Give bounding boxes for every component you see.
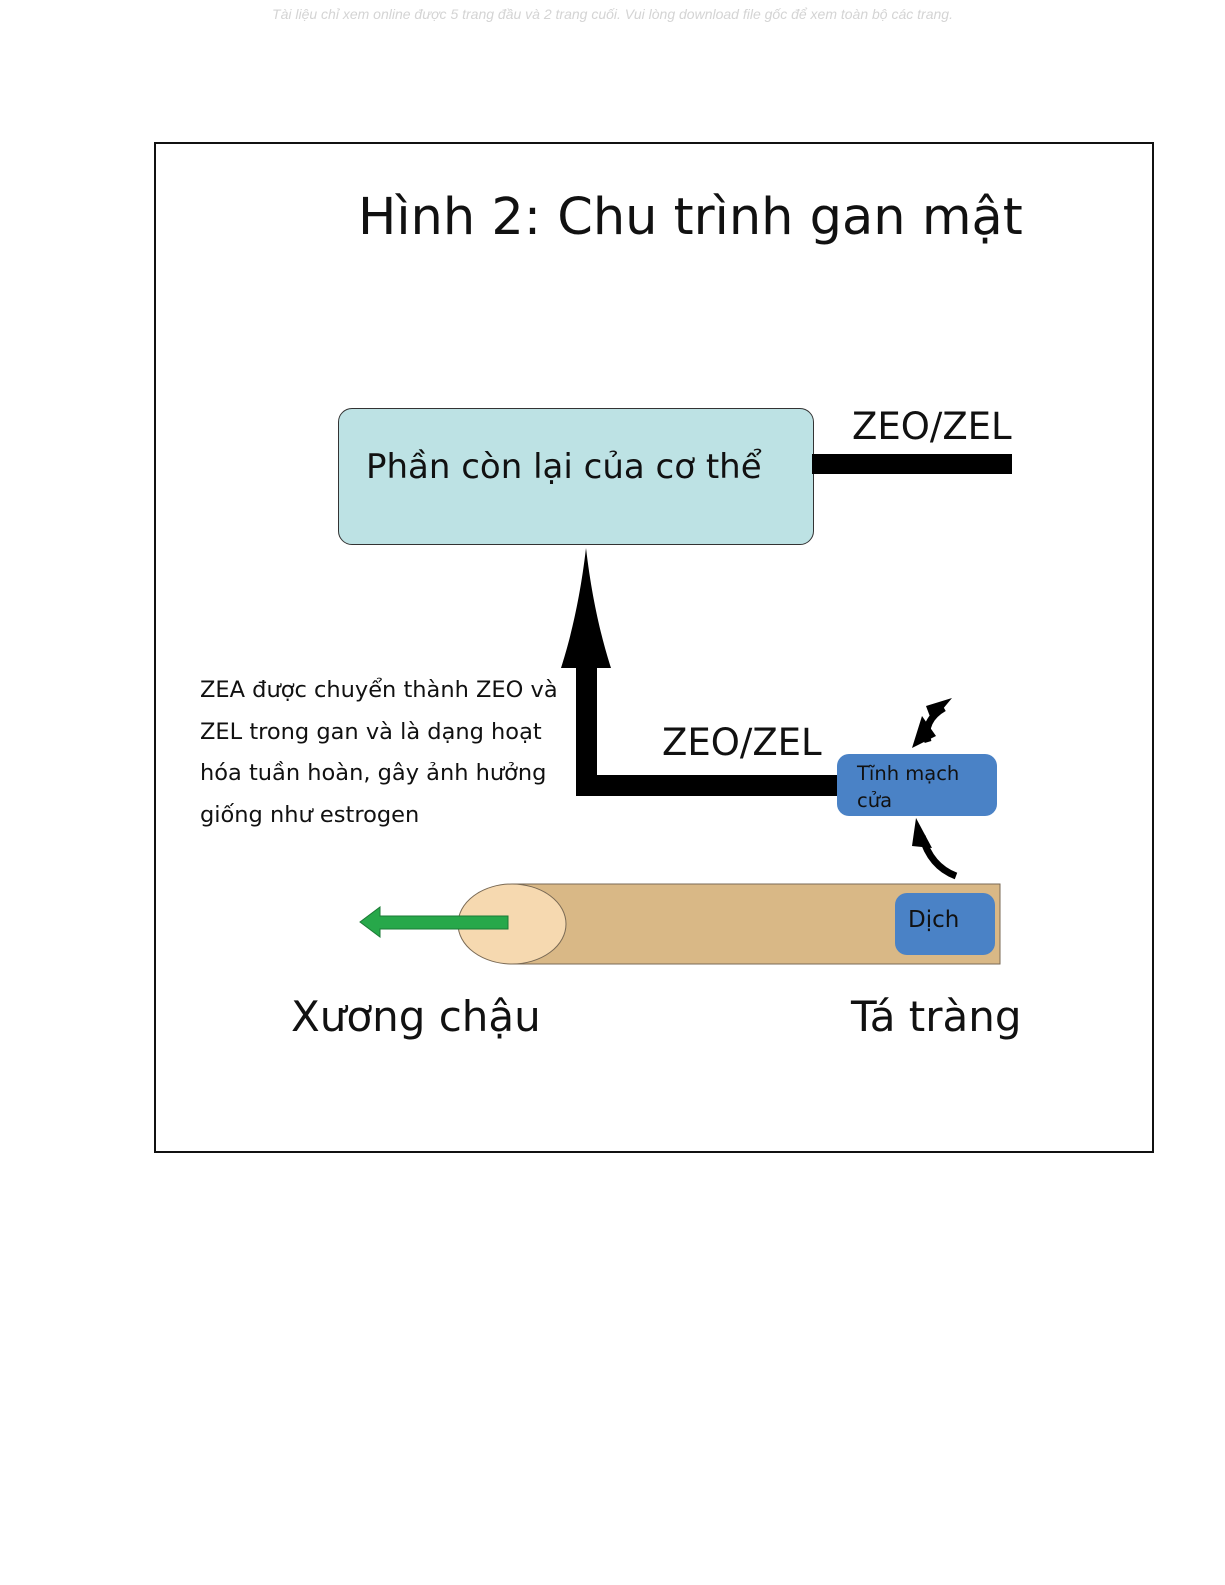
flow-label-top: ZEO/ZEL bbox=[852, 405, 1012, 448]
curved-arrow-lower-head bbox=[912, 818, 932, 848]
rest-of-body-label: Phần còn lại của cơ thể bbox=[366, 447, 762, 487]
note-line: giống như estrogen bbox=[200, 801, 420, 828]
portal-vein-node bbox=[837, 754, 997, 816]
duct-node bbox=[895, 893, 995, 955]
duct-label: Dịch bbox=[908, 907, 960, 933]
watermark-text: Tài liệu chỉ xem online được 5 trang đầu và 2 trang cuối. Vui lòng download file gốc để xem toàn bộ các trang. bbox=[272, 6, 953, 22]
portal-vein-line: cửa bbox=[857, 789, 893, 812]
place-label-left: Xương chậu bbox=[291, 992, 541, 1041]
note-line: ZEA được chuyển thành ZEO và bbox=[200, 677, 558, 703]
portal-vein-line: Tĩnh mạch bbox=[857, 762, 960, 785]
figure-title: Hình 2: Chu trình gan mật bbox=[358, 188, 1023, 247]
flow-label-mid: ZEO/ZEL bbox=[662, 721, 822, 764]
note-line: hóa tuần hoàn, gây ảnh hưởng bbox=[200, 760, 547, 786]
portal-vein-label bbox=[857, 760, 959, 814]
up-arrowhead bbox=[561, 548, 611, 668]
place-label-right: Tá tràng bbox=[851, 992, 1022, 1041]
note-line: ZEL trong gan và là dạng hoạt bbox=[200, 718, 542, 745]
